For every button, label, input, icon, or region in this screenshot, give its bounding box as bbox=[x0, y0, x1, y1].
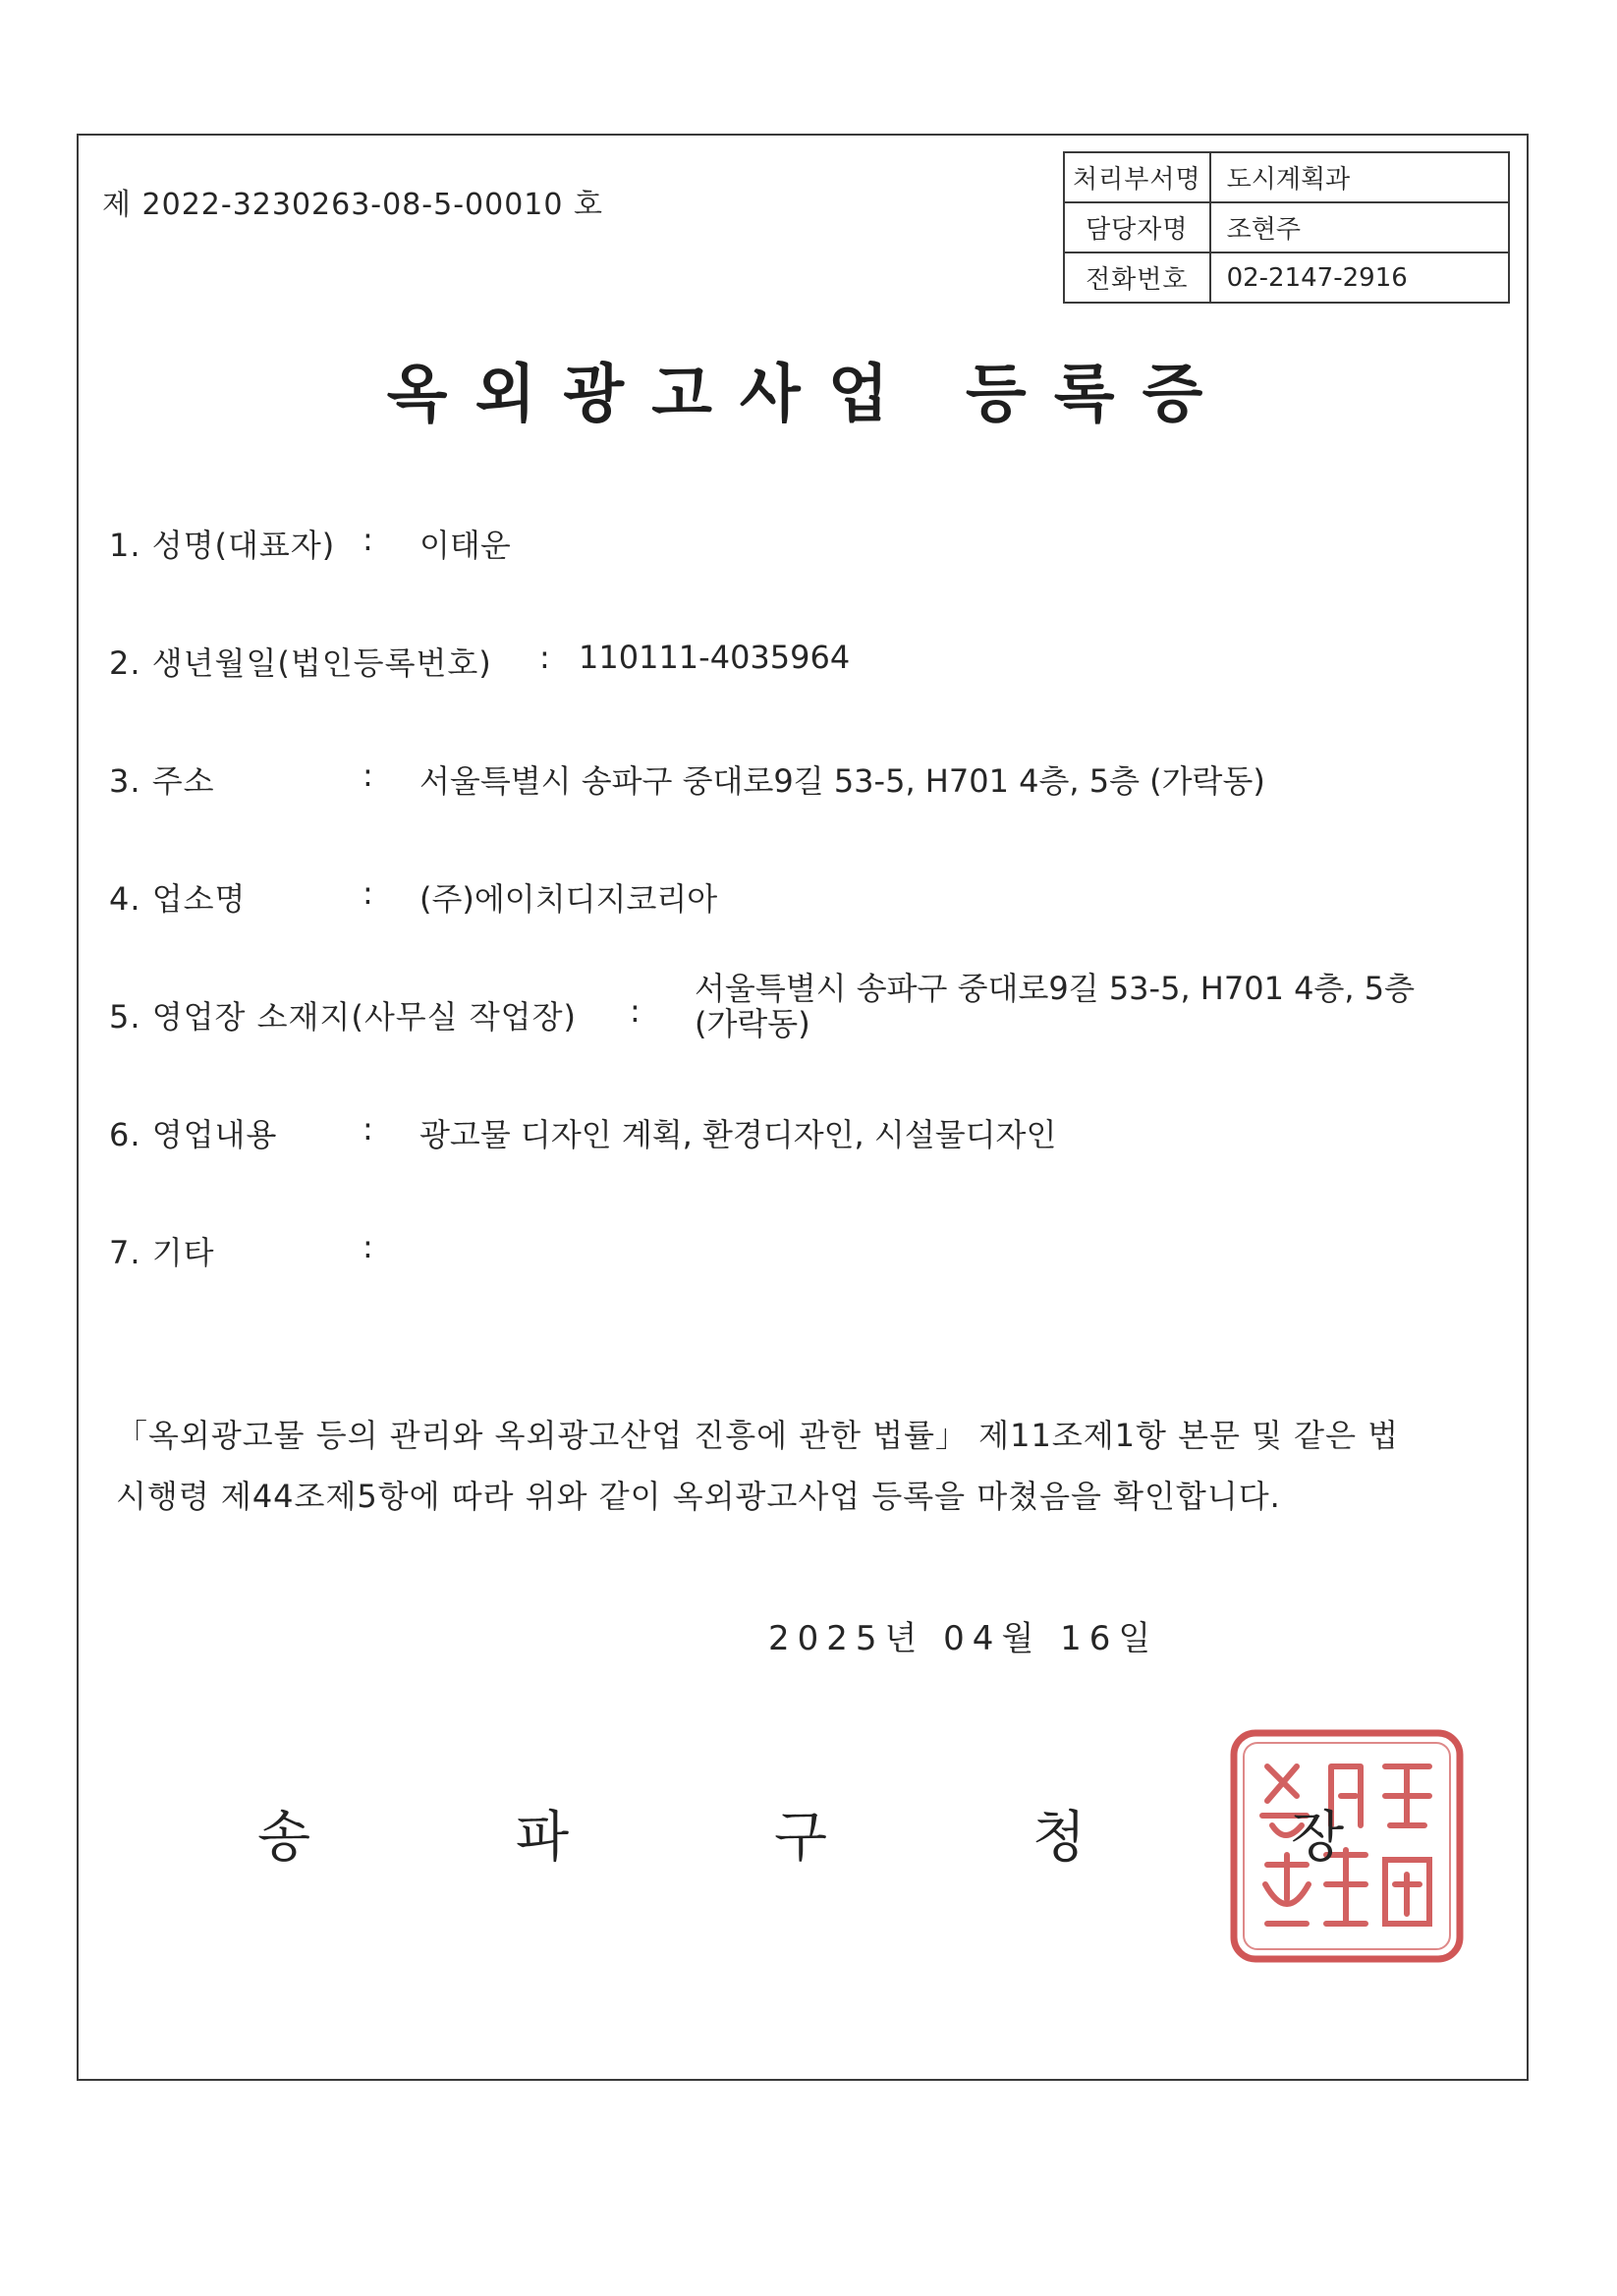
table-row bbox=[1064, 252, 1509, 303]
issue-date: 2025년 04월 16일 bbox=[768, 1619, 1159, 1658]
field-colon: : bbox=[362, 874, 373, 912]
field-value: 110111-4035964 bbox=[579, 639, 851, 676]
field-label: 1. 성명(대표자) bbox=[109, 527, 336, 564]
field-value: (주)에이치디지코리아 bbox=[419, 880, 718, 918]
document-title: 옥외광고사업 등록증 bbox=[386, 359, 1231, 431]
certificate-number: 제 2022-3230263-08-5-00010 호 bbox=[102, 188, 603, 222]
issuer-char: 장 bbox=[1291, 1806, 1345, 1870]
table-row bbox=[1064, 152, 1509, 202]
staff-label: 담당자명 bbox=[1064, 202, 1210, 252]
issuer-char: 송 bbox=[257, 1806, 311, 1870]
field-colon: : bbox=[539, 639, 550, 676]
phone-label: 전화번호 bbox=[1064, 252, 1210, 303]
field-value: 이태운 bbox=[419, 527, 511, 564]
field-label: 2. 생년월일(법인등록번호) bbox=[109, 644, 492, 682]
field-label: 6. 영업내용 bbox=[109, 1116, 278, 1153]
table-row bbox=[1064, 202, 1509, 252]
field-value: 광고물 디자인 계획, 환경디자인, 시설물디자인 bbox=[419, 1116, 1057, 1153]
dept-label: 처리부서명 bbox=[1064, 152, 1210, 202]
field-colon: : bbox=[362, 521, 373, 558]
field-label: 7. 기타 bbox=[109, 1234, 215, 1271]
field-label: 3. 주소 bbox=[109, 762, 215, 800]
field-colon: : bbox=[362, 1110, 373, 1148]
confirmation-statement: 「옥외광고물 등의 관리와 옥외광고산업 진흥에 관한 법률」 제11조제1항 본문 및 같은 법 시행령 제44조제5항에 따라 위와 같이 옥외광고사업 등록을 마쳤음을 확인합니다. bbox=[116, 1417, 1400, 1515]
processing-info-table bbox=[1063, 151, 1510, 304]
issuer-char: 파 bbox=[516, 1806, 570, 1870]
field-label: 5. 영업장 소재지(사무실 작업장) bbox=[109, 998, 577, 1036]
staff-value: 조현주 bbox=[1210, 202, 1509, 252]
field-value: 서울특별시 송파구 중대로9길 53-5, H701 4층, 5층 (가락동) bbox=[419, 762, 1265, 800]
field-colon: : bbox=[362, 756, 373, 794]
issuer-char: 청 bbox=[1032, 1806, 1087, 1870]
phone-value: 02-2147-2916 bbox=[1210, 252, 1509, 303]
dept-value: 도시계획과 bbox=[1210, 152, 1509, 202]
issuer-char: 구 bbox=[774, 1806, 828, 1870]
field-value: 서울특별시 송파구 중대로9길 53-5, H701 4층, 5층 (가락동) bbox=[695, 970, 1415, 1042]
field-colon: : bbox=[362, 1228, 373, 1265]
field-colon: : bbox=[630, 992, 641, 1030]
official-seal bbox=[1228, 1727, 1466, 1965]
field-label: 4. 업소명 bbox=[109, 880, 247, 918]
